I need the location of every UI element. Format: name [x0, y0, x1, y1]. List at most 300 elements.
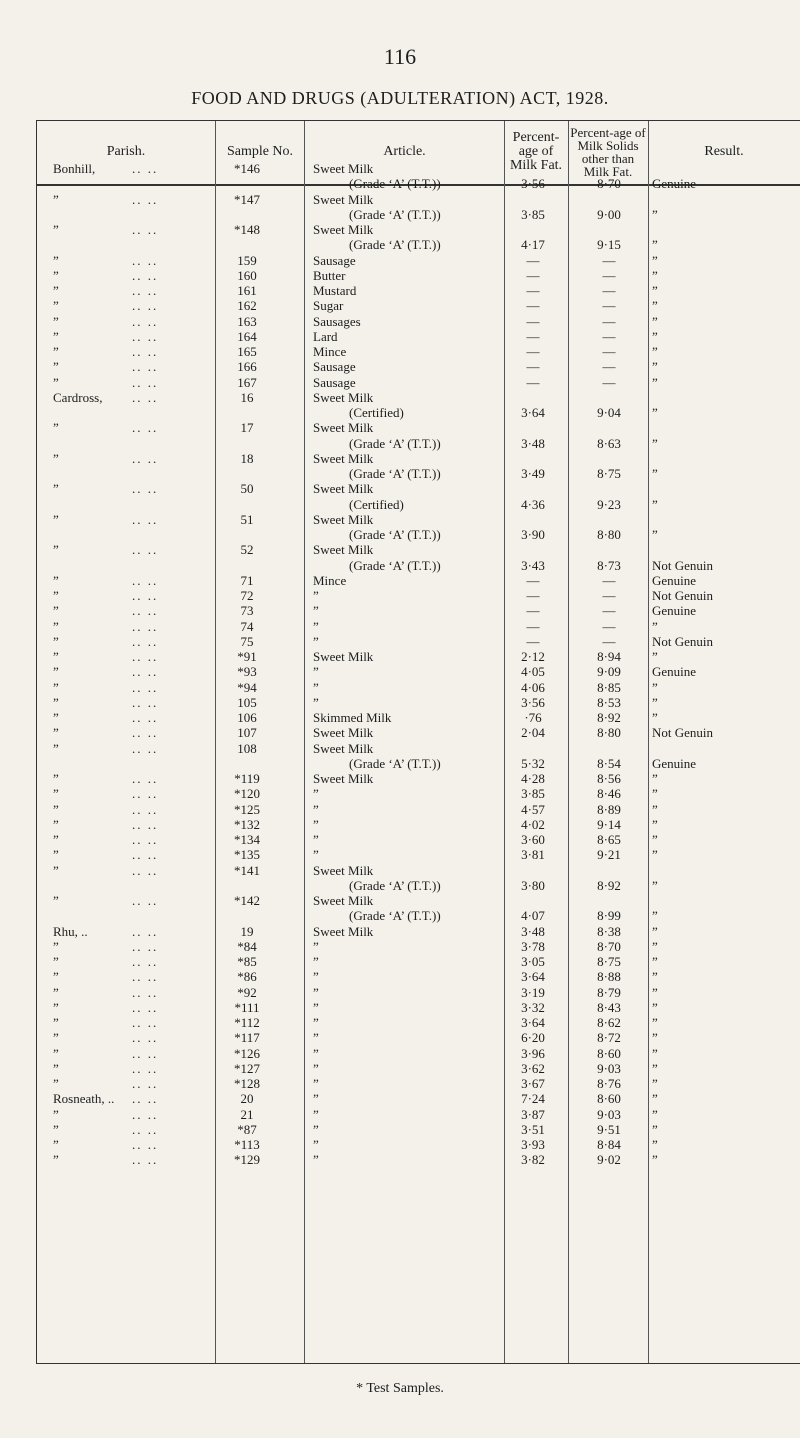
milk-fat-cell: 4·17 — [521, 237, 545, 253]
table-row — [37, 863, 800, 878]
result-cell: ” — [652, 694, 658, 710]
sample-cell: 167 — [237, 374, 257, 390]
solids-cell: — — [602, 572, 616, 588]
milk-fat-cell: — — [526, 267, 540, 283]
parish-cell: ” — [53, 222, 59, 237]
table-row — [37, 192, 800, 207]
milk-fat-cell: — — [526, 618, 540, 634]
article-cell: ” — [313, 1152, 319, 1168]
sample-cell: *111 — [234, 999, 260, 1015]
table-row — [37, 695, 800, 710]
milk-fat-cell: ·76 — [524, 710, 542, 725]
parish-cell: ” — [53, 359, 59, 375]
leader-dots: .. .. — [132, 1137, 159, 1152]
milk-fat-cell: 3·49 — [521, 466, 545, 481]
milk-fat-cell: 4·02 — [521, 816, 545, 832]
article-cell: Sweet Milk — [313, 725, 374, 741]
result-cell: ” — [652, 938, 658, 954]
table-row — [37, 771, 800, 786]
sample-cell: 74 — [240, 618, 254, 634]
solids-cell: — — [602, 283, 616, 298]
sample-cell: 16 — [240, 389, 254, 405]
solids-cell: — — [602, 267, 616, 283]
leader-dots: .. .. — [132, 389, 159, 405]
solids-cell: — — [602, 374, 616, 390]
solids-cell: 9·23 — [597, 496, 621, 512]
sample-cell: 159 — [237, 252, 257, 268]
milk-fat-cell: 3·56 — [521, 694, 545, 710]
leader-dots: .. .. — [132, 344, 159, 359]
milk-fat-cell: 5·32 — [521, 755, 545, 771]
solids-cell: 9·15 — [597, 237, 621, 253]
milk-fat-cell: 4·06 — [521, 679, 545, 695]
article-cell: ” — [313, 679, 319, 695]
leader-dots: .. .. — [132, 786, 159, 802]
parish-cell: ” — [53, 740, 59, 756]
parish-cell: ” — [53, 1137, 59, 1152]
milk-fat-cell: — — [526, 633, 540, 649]
result-cell: ” — [652, 618, 658, 634]
article-cell: Sweet Milk — [313, 450, 374, 466]
leader-dots: .. .. — [132, 267, 159, 283]
table-row — [37, 1076, 800, 1091]
leader-dots: .. .. — [132, 511, 159, 527]
sample-cell: *119 — [234, 771, 260, 786]
solids-cell: 8·62 — [597, 1015, 621, 1030]
table-row — [37, 481, 800, 496]
table-row — [37, 664, 800, 679]
solids-cell: 9·04 — [597, 405, 621, 420]
table-row — [37, 375, 800, 390]
milk-fat-cell: 2·12 — [521, 649, 545, 664]
solids-cell: 9·14 — [597, 816, 621, 832]
milk-fat-cell: 3·85 — [521, 206, 545, 222]
parish-cell: ” — [53, 816, 59, 832]
table-row — [37, 1030, 800, 1045]
article-cell: Mince — [313, 572, 347, 588]
article-cell: Mince — [313, 344, 347, 359]
milk-fat-cell: — — [526, 588, 540, 603]
solids-cell: 8·79 — [597, 984, 621, 1000]
sample-cell: *91 — [237, 649, 257, 664]
result-cell: ” — [652, 984, 658, 1000]
result-cell: ” — [652, 359, 658, 375]
result-cell: ” — [652, 1091, 658, 1107]
article-cell: ” — [313, 633, 319, 649]
table-row — [37, 1061, 800, 1076]
article-cell: ” — [313, 847, 319, 863]
leader-dots: .. .. — [132, 633, 159, 649]
sample-cell: *134 — [234, 832, 260, 847]
sample-cell: *113 — [234, 1137, 260, 1152]
milk-fat-cell: 4·36 — [521, 496, 545, 512]
table-row — [37, 268, 800, 283]
table-row — [37, 1122, 800, 1137]
leader-dots: .. .. — [132, 999, 159, 1015]
article-cell: ” — [313, 1137, 319, 1152]
solids-cell: — — [602, 588, 616, 603]
parish-cell: ” — [53, 283, 59, 298]
article-cell: (Grade ‘A’ (T.T.)) — [349, 206, 441, 222]
milk-fat-cell: — — [526, 359, 540, 375]
sample-cell: *125 — [234, 801, 260, 817]
solids-cell: 9·03 — [597, 1106, 621, 1122]
result-cell: ” — [652, 374, 658, 390]
leader-dots: .. .. — [132, 740, 159, 756]
parish-cell: ” — [53, 801, 59, 817]
solids-cell: 8·70 — [597, 938, 621, 954]
parish-cell: ” — [53, 572, 59, 588]
sample-cell: *146 — [234, 161, 260, 176]
parish-cell: Rosneath, .. — [53, 1091, 115, 1107]
solids-cell: 8·84 — [597, 1137, 621, 1152]
table-row — [37, 802, 800, 817]
table-row — [37, 253, 800, 268]
parish-cell: ” — [53, 191, 59, 207]
solids-cell: 8·60 — [597, 1091, 621, 1107]
result-cell: ” — [652, 1121, 658, 1137]
milk-fat-cell: 3·93 — [521, 1137, 545, 1152]
parish-cell: ” — [53, 679, 59, 695]
article-cell: (Grade ‘A’ (T.T.)) — [349, 527, 441, 542]
sample-cell: *129 — [234, 1152, 260, 1168]
header-fat: Percent-age of Milk Fat. — [509, 130, 563, 173]
sample-cell: *112 — [234, 1015, 260, 1030]
table-row — [37, 1091, 800, 1106]
article-cell: Sweet Milk — [313, 771, 374, 786]
solids-cell: — — [602, 252, 616, 268]
article-cell: (Grade ‘A’ (T.T.)) — [349, 237, 441, 253]
table-row — [37, 161, 800, 176]
result-cell: ” — [652, 649, 658, 664]
result-cell: ” — [652, 786, 658, 802]
result-cell: ” — [652, 923, 658, 939]
table-row — [37, 725, 800, 740]
table-row — [37, 283, 800, 298]
solids-cell: 8·43 — [597, 999, 621, 1015]
result-cell: ” — [652, 466, 658, 481]
leader-dots: .. .. — [132, 847, 159, 863]
leader-dots: .. .. — [132, 1121, 159, 1137]
sample-cell: 51 — [240, 511, 254, 527]
milk-fat-cell: 3·90 — [521, 527, 545, 542]
parish-cell: ” — [53, 1076, 59, 1091]
result-cell: Genuine — [652, 755, 697, 771]
table-row — [37, 176, 800, 191]
table-row — [37, 298, 800, 313]
article-cell: Sweet Milk — [313, 542, 374, 558]
parish-cell: ” — [53, 603, 59, 619]
leader-dots: .. .. — [132, 1152, 159, 1168]
solids-cell: 9·21 — [597, 847, 621, 863]
sample-cell: *94 — [237, 679, 257, 695]
solids-cell: 8·89 — [597, 801, 621, 817]
parish-cell: ” — [53, 1121, 59, 1137]
article-cell: ” — [313, 618, 319, 634]
sample-cell: *127 — [234, 1060, 260, 1076]
parish-cell: ” — [53, 862, 59, 878]
milk-fat-cell: — — [526, 572, 540, 588]
article-cell: Mustard — [313, 283, 357, 298]
table-row — [37, 969, 800, 984]
article-cell: ” — [313, 999, 319, 1015]
solids-cell: 8·85 — [597, 679, 621, 695]
article-cell: Sweet Milk — [313, 389, 374, 405]
article-cell: Sweet Milk — [313, 222, 374, 237]
leader-dots: .. .. — [132, 893, 159, 908]
solids-cell: — — [602, 618, 616, 634]
article-cell: ” — [313, 1060, 319, 1076]
header-article: Article. — [383, 144, 426, 159]
result-cell: ” — [652, 847, 658, 863]
sample-cell: 72 — [240, 588, 254, 603]
table-row — [37, 1015, 800, 1030]
table-row — [37, 878, 800, 893]
milk-fat-cell: 7·24 — [521, 1091, 545, 1107]
leader-dots: .. .. — [132, 542, 159, 558]
solids-cell: 8·53 — [597, 694, 621, 710]
article-cell: ” — [313, 786, 319, 802]
result-cell: ” — [652, 877, 658, 893]
sample-cell: 108 — [237, 740, 257, 756]
table-row — [37, 405, 800, 420]
parish-cell: ” — [53, 984, 59, 1000]
article-cell: Sweet Milk — [313, 481, 374, 497]
header-parish: Parish. — [106, 144, 146, 159]
parish-cell: Cardross, — [53, 389, 103, 405]
table-row — [37, 420, 800, 435]
article-cell: Sausages — [313, 313, 361, 329]
result-cell: Genuine — [652, 572, 697, 588]
parish-cell: ” — [53, 999, 59, 1015]
solids-cell: 8·38 — [597, 923, 621, 939]
milk-fat-cell: 4·05 — [521, 664, 545, 680]
header-solids: Percent-age of Milk Solids other than Milk Fat. — [570, 125, 646, 179]
milk-fat-cell: 4·57 — [521, 801, 545, 817]
result-cell: ” — [652, 435, 658, 451]
result-cell: ” — [652, 267, 658, 283]
parish-cell: ” — [53, 1045, 59, 1061]
leader-dots: .. .. — [132, 1091, 159, 1107]
milk-fat-cell: 3·05 — [521, 954, 545, 969]
parish-cell: ” — [53, 771, 59, 786]
milk-fat-cell: — — [526, 313, 540, 329]
milk-fat-cell: 3·51 — [521, 1121, 545, 1137]
table-row — [37, 634, 800, 649]
article-cell: Sausage — [313, 374, 356, 390]
milk-fat-cell: — — [526, 374, 540, 390]
table-row — [37, 314, 800, 329]
solids-cell: 8·56 — [597, 771, 621, 786]
parish-cell: ” — [53, 710, 59, 725]
milk-fat-cell: 3·60 — [521, 832, 545, 847]
parish-cell: ” — [53, 588, 59, 603]
sample-cell: 73 — [240, 603, 254, 619]
solids-cell: 8·60 — [597, 1045, 621, 1061]
result-cell: Not Genuin — [652, 588, 714, 603]
leader-dots: .. .. — [132, 618, 159, 634]
sample-cell: 19 — [240, 923, 254, 939]
table-row — [37, 207, 800, 222]
article-cell: ” — [313, 1106, 319, 1122]
leader-dots: .. .. — [132, 252, 159, 268]
page-title: FOOD AND DRUGS (ADULTERATION) ACT, 1928. — [191, 88, 609, 108]
table-row — [37, 908, 800, 923]
table-row — [37, 847, 800, 862]
table-row — [37, 1000, 800, 1015]
result-cell: ” — [652, 298, 658, 314]
result-cell: ” — [652, 1106, 658, 1122]
sample-cell: 165 — [237, 344, 257, 359]
sample-cell: *85 — [237, 954, 257, 969]
table-row — [37, 573, 800, 588]
leader-dots: .. .. — [132, 954, 159, 969]
result-cell: ” — [652, 710, 658, 725]
parish-cell: ” — [53, 786, 59, 802]
table-row — [37, 649, 800, 664]
milk-fat-cell: 3·32 — [521, 999, 545, 1015]
solids-cell: — — [602, 359, 616, 375]
table-row — [37, 786, 800, 801]
table-row — [37, 497, 800, 512]
article-cell: (Grade ‘A’ (T.T.)) — [349, 877, 441, 893]
parish-cell: ” — [53, 1152, 59, 1168]
table-row — [37, 222, 800, 237]
leader-dots: .. .. — [132, 694, 159, 710]
article-cell: Sweet Milk — [313, 511, 374, 527]
table-row — [37, 542, 800, 557]
parish-cell: ” — [53, 328, 59, 344]
sample-cell: *148 — [234, 222, 260, 237]
table-row — [37, 1137, 800, 1152]
result-cell: ” — [652, 237, 658, 253]
table-row — [37, 558, 800, 573]
leader-dots: .. .. — [132, 649, 159, 664]
result-cell: ” — [652, 1060, 658, 1076]
parish-cell: ” — [53, 725, 59, 741]
milk-fat-cell: 3·48 — [521, 435, 545, 451]
milk-fat-cell: 3·82 — [521, 1152, 545, 1168]
solids-cell: 8·88 — [597, 969, 621, 985]
result-cell: ” — [652, 954, 658, 969]
solids-cell: 8·73 — [597, 557, 621, 573]
parish-cell: ” — [53, 450, 59, 466]
article-cell: (Grade ‘A’ (T.T.)) — [349, 557, 441, 573]
solids-cell: 8·54 — [597, 755, 621, 771]
article-cell: (Grade ‘A’ (T.T.)) — [349, 466, 441, 481]
parish-cell: ” — [53, 1015, 59, 1030]
sample-cell: 50 — [240, 481, 254, 497]
leader-dots: .. .. — [132, 984, 159, 1000]
article-cell: Butter — [313, 267, 346, 283]
milk-fat-cell: 3·96 — [521, 1045, 545, 1061]
article-cell: ” — [313, 588, 319, 603]
table-row — [37, 741, 800, 756]
result-cell: ” — [652, 679, 658, 695]
parish-cell: ” — [53, 847, 59, 863]
parish-cell: ” — [53, 938, 59, 954]
leader-dots: .. .. — [132, 374, 159, 390]
milk-fat-cell: 2·04 — [521, 725, 545, 741]
leader-dots: .. .. — [132, 832, 159, 847]
solids-cell: 8·75 — [597, 954, 621, 969]
sample-cell: *93 — [237, 664, 257, 680]
parish-cell: ” — [53, 298, 59, 314]
sample-cell: 166 — [237, 359, 257, 375]
result-cell: Not Genuin — [652, 725, 714, 741]
article-cell: ” — [313, 664, 319, 680]
footnote: * Test Samples. — [356, 1381, 444, 1396]
parish-cell: ” — [53, 344, 59, 359]
milk-fat-cell: 6·20 — [521, 1030, 545, 1046]
article-cell: ” — [313, 816, 319, 832]
sample-cell: 106 — [237, 710, 257, 725]
leader-dots: .. .. — [132, 938, 159, 954]
milk-fat-cell: 3·67 — [521, 1076, 545, 1091]
milk-fat-cell: 3·48 — [521, 923, 545, 939]
sample-cell: 20 — [240, 1091, 254, 1107]
table-row — [37, 512, 800, 527]
article-cell: ” — [313, 1076, 319, 1091]
result-cell: Genuine — [652, 603, 697, 619]
sample-cell: *92 — [237, 984, 257, 1000]
leader-dots: .. .. — [132, 191, 159, 207]
leader-dots: .. .. — [132, 359, 159, 375]
result-cell: Not Genuin — [652, 557, 714, 573]
result-cell: ” — [652, 206, 658, 222]
milk-fat-cell: 3·78 — [521, 938, 545, 954]
article-cell: ” — [313, 832, 319, 847]
milk-fat-cell: 3·19 — [521, 984, 545, 1000]
article-cell: Sweet Milk — [313, 420, 374, 436]
milk-fat-cell: 3·87 — [521, 1106, 545, 1122]
leader-dots: .. .. — [132, 923, 159, 939]
solids-cell: — — [602, 633, 616, 649]
sample-cell: 21 — [240, 1106, 254, 1122]
parish-cell: ” — [53, 969, 59, 985]
result-cell: Genuine — [652, 176, 697, 192]
result-cell: ” — [652, 1015, 658, 1030]
leader-dots: .. .. — [132, 1015, 159, 1030]
table-row — [37, 588, 800, 603]
result-cell: ” — [652, 969, 658, 985]
result-cell: Not Genuin — [652, 633, 714, 649]
article-cell: Sugar — [313, 298, 344, 314]
leader-dots: .. .. — [132, 328, 159, 344]
sample-cell: 161 — [237, 283, 257, 298]
header-result: Result. — [704, 144, 744, 159]
solids-cell: 9·02 — [597, 1152, 621, 1168]
result-cell: ” — [652, 1152, 658, 1168]
result-cell: ” — [652, 527, 658, 542]
sample-cell: *128 — [234, 1076, 260, 1091]
result-cell: Genuine — [652, 664, 697, 680]
article-cell: (Grade ‘A’ (T.T.)) — [349, 176, 441, 192]
milk-fat-cell: — — [526, 344, 540, 359]
sample-cell: *135 — [234, 847, 260, 863]
leader-dots: .. .. — [132, 816, 159, 832]
table-row — [37, 893, 800, 908]
table-row — [37, 1152, 800, 1167]
leader-dots: .. .. — [132, 969, 159, 985]
article-cell: Sweet Milk — [313, 740, 374, 756]
leader-dots: .. .. — [132, 679, 159, 695]
table-row — [37, 329, 800, 344]
article-cell: Sausage — [313, 252, 356, 268]
parish-cell: ” — [53, 420, 59, 436]
leader-dots: .. .. — [132, 298, 159, 314]
parish-cell: ” — [53, 694, 59, 710]
